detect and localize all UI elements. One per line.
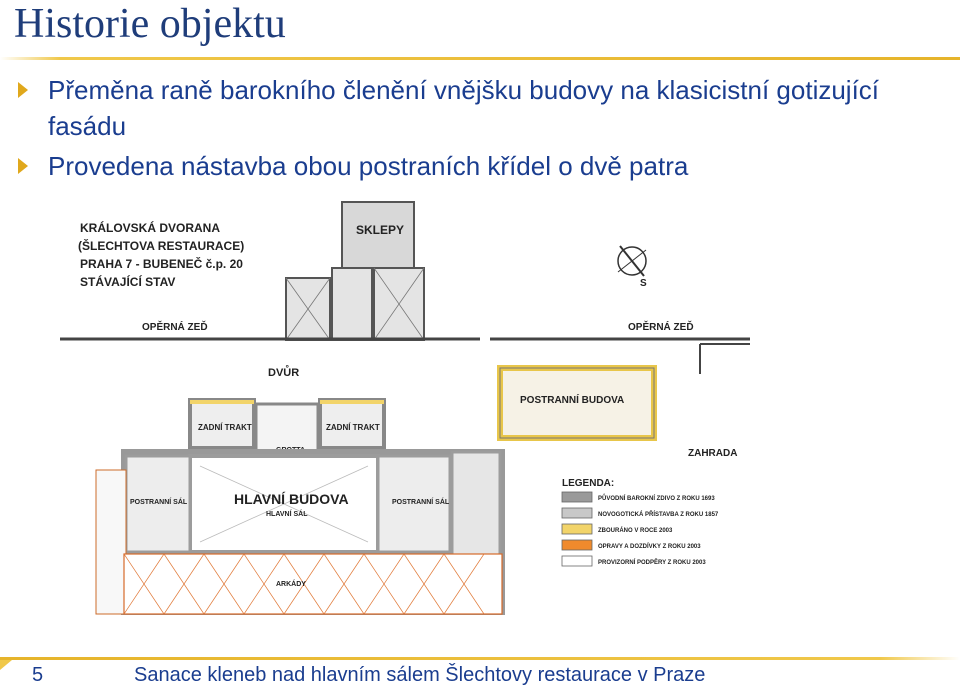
plan-heading-line: PRAHA 7 - BUBENEČ č.p. 20 — [80, 257, 243, 271]
bullet-arrow-icon — [18, 82, 28, 98]
plan-heading-line: STÁVAJÍCÍ STAV — [80, 275, 176, 289]
legend-item: PROVIZORNÍ PODPĚRY Z ROKU 2003 — [598, 560, 706, 566]
main-building-label: HLAVNÍ BUDOVA — [234, 491, 349, 507]
rear-tract-label: ZADNÍ TRAKT — [326, 423, 380, 432]
legend-swatch — [562, 556, 592, 566]
main-building — [96, 452, 502, 614]
legend-swatch — [562, 524, 592, 534]
legend-title: LEGENDA: — [562, 478, 615, 489]
bullet-text: Provedena nástavba obou postraních křídel o dvě patra — [48, 151, 689, 181]
legend-swatch — [562, 508, 592, 518]
bullet-list — [14, 72, 944, 188]
side-hall-label: POSTRANNÍ SÁL — [392, 499, 450, 506]
legend-item: OPRAVY A DOZDÍVKY Z ROKU 2003 — [598, 544, 701, 550]
sklepy-label: SKLEPY — [356, 223, 405, 237]
side-hall-label: POSTRANNÍ SÁL — [130, 499, 188, 506]
footer-text: Sanace kleneb nad hlavním sálem Šlechtovy restaurace v Praze — [134, 664, 706, 686]
bullet-item — [14, 148, 944, 184]
main-hall-label: HLAVNÍ SÁL — [266, 511, 308, 518]
legend-swatch — [562, 540, 592, 550]
footer-accent — [0, 660, 12, 670]
rear-tract-label: ZADNÍ TRAKT — [198, 423, 252, 432]
plan-legend — [562, 478, 719, 566]
legend-swatch — [562, 492, 592, 502]
floor-plan-drawing — [60, 194, 760, 622]
footer-divider — [0, 657, 960, 660]
support-wall-label: OPĚRNÁ ZEĎ — [628, 322, 694, 333]
legend-item: NOVOGOTICKÁ PŘÍSTAVBA Z ROKU 1857 — [598, 512, 719, 518]
slide-title: Historie objektu — [14, 1, 286, 47]
plan-heading-line: (ŠLECHTOVA RESTAURACE) — [78, 239, 245, 253]
bullet-item — [14, 72, 944, 144]
arcades-label: ARKÁDY — [276, 581, 306, 588]
side-building-label: POSTRANNÍ BUDOVA — [520, 395, 625, 406]
floor-plan — [60, 194, 760, 622]
bullet-arrow-icon — [18, 158, 28, 174]
courtyard-label: DVŮR — [268, 367, 300, 379]
page-number: 5 — [32, 664, 44, 686]
north-label: S — [640, 278, 647, 289]
bullet-text: Přeměna raně barokního členění vnějšku budovy na klasicistní gotizující fasádu — [48, 75, 880, 141]
legend-item: PŮVODNÍ BAROKNÍ ZDIVO Z ROKU 1693 — [598, 496, 715, 502]
legend-item: ZBOURÁNO V ROCE 2003 — [598, 528, 673, 534]
plan-heading-line: KRÁLOVSKÁ DVORANA — [80, 221, 221, 235]
support-wall-label: OPĚRNÁ ZEĎ — [142, 322, 208, 333]
title-divider — [0, 57, 960, 60]
north-arrow-icon — [618, 246, 646, 276]
grotto-room — [256, 404, 318, 452]
garden-label: ZAHRADA — [688, 448, 738, 459]
